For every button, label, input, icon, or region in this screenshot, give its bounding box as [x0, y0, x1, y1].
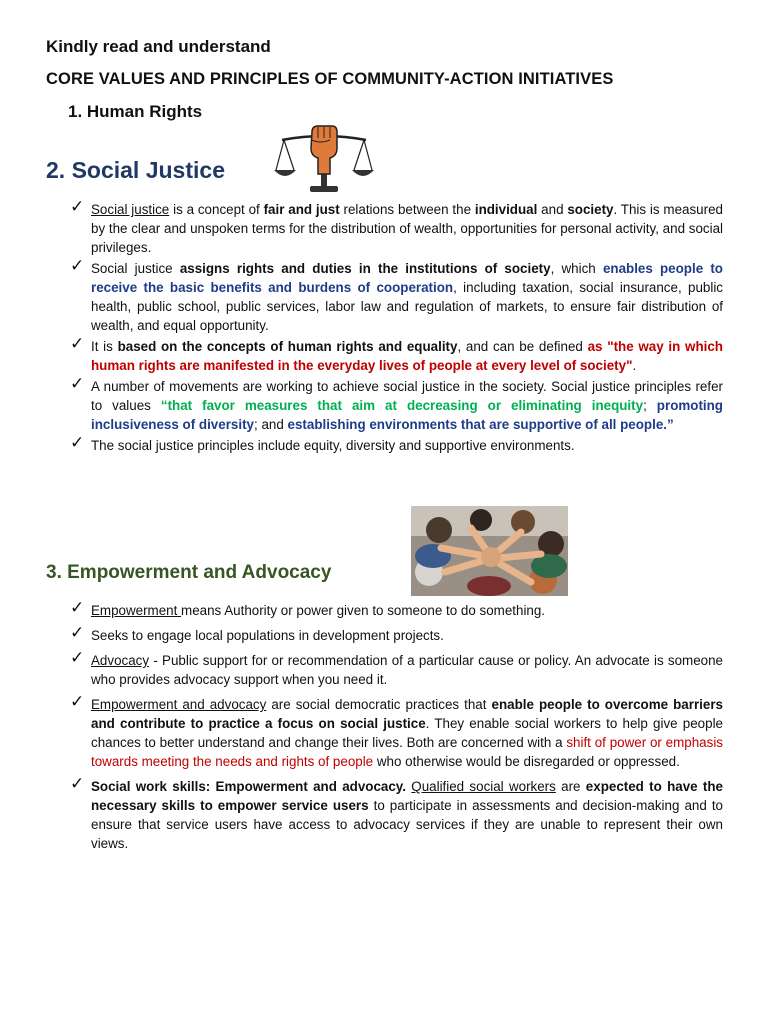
checkmark-icon: ✓ [70, 256, 85, 275]
list-item: ✓ Seeks to engage local populations in development projects. [70, 623, 444, 643]
list-item: ✓ Social justice is a concept of fair and just relations between the individual and society. This is measured by the clear and unspoken terms for the distribution of wealth, opportunities for personal activity, and social privileges. [70, 197, 723, 255]
checkmark-icon: ✓ [70, 197, 85, 216]
list-item: ✓ Social justice assigns rights and duties in the institutions of society, which enables people to receive the basic benefits and burdens of cooperation, including taxation, social insurance, public health, public school, public services, labor law and regulation of markets, to ensure fair distribution of wealth, and equal opportunity. [70, 256, 723, 333]
checkmark-icon: ✓ [70, 598, 85, 617]
kindly-read-line: Kindly read and understand [46, 37, 271, 56]
checkmark-icon: ✓ [70, 774, 85, 793]
list-item: ✓ Empowerment and advocacy are social democratic practices that enable people to overcome barriers and contribute to practice a focus on social justice. They enable social workers to help give people chances to better understand and change their lives. Both are concerned with a shift of power or emphasis towards meeting the needs and rights of people who otherwise would be disregarded or oppressed. [70, 692, 723, 769]
section-human-rights-heading: 1. Human Rights [68, 102, 203, 121]
list-item: ✓ The social justice principles include equity, diversity and supportive environments. [70, 433, 575, 453]
empowerment-list [70, 598, 724, 853]
checkmark-icon: ✓ [70, 374, 85, 393]
social-justice-list [70, 197, 723, 455]
checkmark-icon: ✓ [70, 623, 85, 642]
checkmark-icon: ✓ [70, 692, 85, 711]
checkmark-icon: ✓ [70, 648, 85, 667]
checkmark-icon: ✓ [70, 334, 85, 353]
section-empowerment-heading: 3. Empowerment and Advocacy [46, 562, 332, 583]
list-item: ✓ Social work skills: Empowerment and advocacy. Qualified social workers are expected to have the necessary skills to empower service users to participate in assessments and decision-making and to ensure that service users have access to advocacy services if they are unable to represent their own views. [70, 774, 724, 851]
list-item: ✓ Advocacy - Public support for or recommendation of a particular cause or policy. An advocate is someone who provides advocacy support when you need it. [70, 648, 723, 687]
team-hands-together-photo [411, 506, 568, 596]
justice-scale-fist-icon [274, 124, 374, 196]
document-title: CORE VALUES AND PRINCIPLES OF COMMUNITY-ACTION INITIATIVES [46, 70, 614, 88]
list-item: ✓ It is based on the concepts of human rights and equality, and can be defined as "the way in which human rights are manifested in the everyday lives of people at every level of society". [70, 334, 723, 373]
checkmark-icon: ✓ [70, 433, 85, 452]
list-item: ✓ Empowerment means Authority or power given to someone to do something. [70, 598, 546, 618]
list-item: ✓ A number of movements are working to achieve social justice in the society. Social justice principles refer to values “that favor measures that aim at decreasing or eliminating inequity; promoting inclusiveness of diversity; and establishing environments that are supportive of all people.” [70, 374, 723, 432]
section-social-justice-heading: 2. Social Justice [46, 157, 225, 183]
